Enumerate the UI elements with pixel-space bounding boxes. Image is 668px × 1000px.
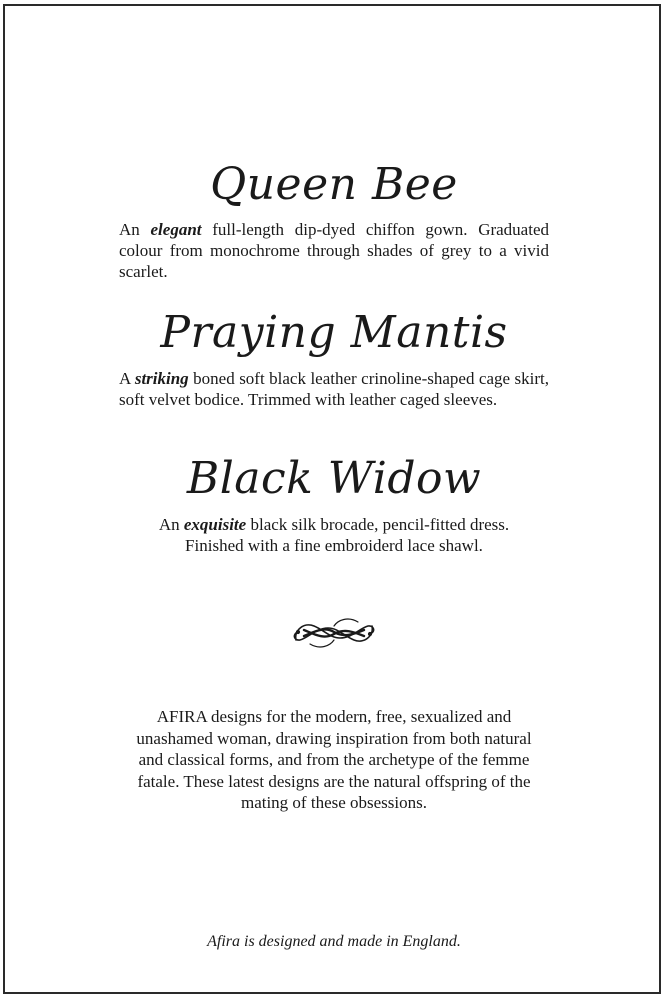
- product-description-black-widow: [119, 514, 549, 556]
- product-title-praying-mantis: Praying Mantis: [160, 307, 508, 358]
- product-description-queen-bee: [119, 219, 549, 282]
- description-lead: An: [119, 220, 140, 239]
- flourish-ornament-icon: [290, 610, 378, 656]
- product-title-black-widow: Black Widow: [186, 453, 482, 504]
- description-text: boned soft black leather crinoline-shaped cage skirt, soft velvet bodice. Trimmed with leather caged sleeves.: [119, 369, 550, 409]
- description-text-line2: Finished with a fine embroiderd lace shawl.: [185, 536, 483, 555]
- description-lead: A: [119, 369, 131, 388]
- description-text: full-length dip-dyed chiffon gown. Graduated colour from monochrome through shades of grey to a vivid scarlet.: [119, 220, 549, 281]
- product-description-praying-mantis: [119, 368, 549, 410]
- product-title-queen-bee: Queen Bee: [210, 159, 458, 210]
- footer-tagline: Afira is designed and made in England.: [207, 933, 461, 950]
- description-lead: An: [158, 515, 180, 534]
- description-emphasis: elegant: [150, 220, 202, 239]
- description-text: black silk brocade, pencil-fitted dress.: [250, 515, 510, 534]
- description-emphasis: exquisite: [183, 515, 247, 534]
- description-emphasis: striking: [134, 369, 189, 388]
- brand-statement: AFIRA designs for the modern, free, sexualized and unashamed woman, drawing inspiration from both natural and classical forms, and from the archetype of the femme fatale. These latest designs are the natural offspring of the mating of these obsessions.: [136, 707, 532, 812]
